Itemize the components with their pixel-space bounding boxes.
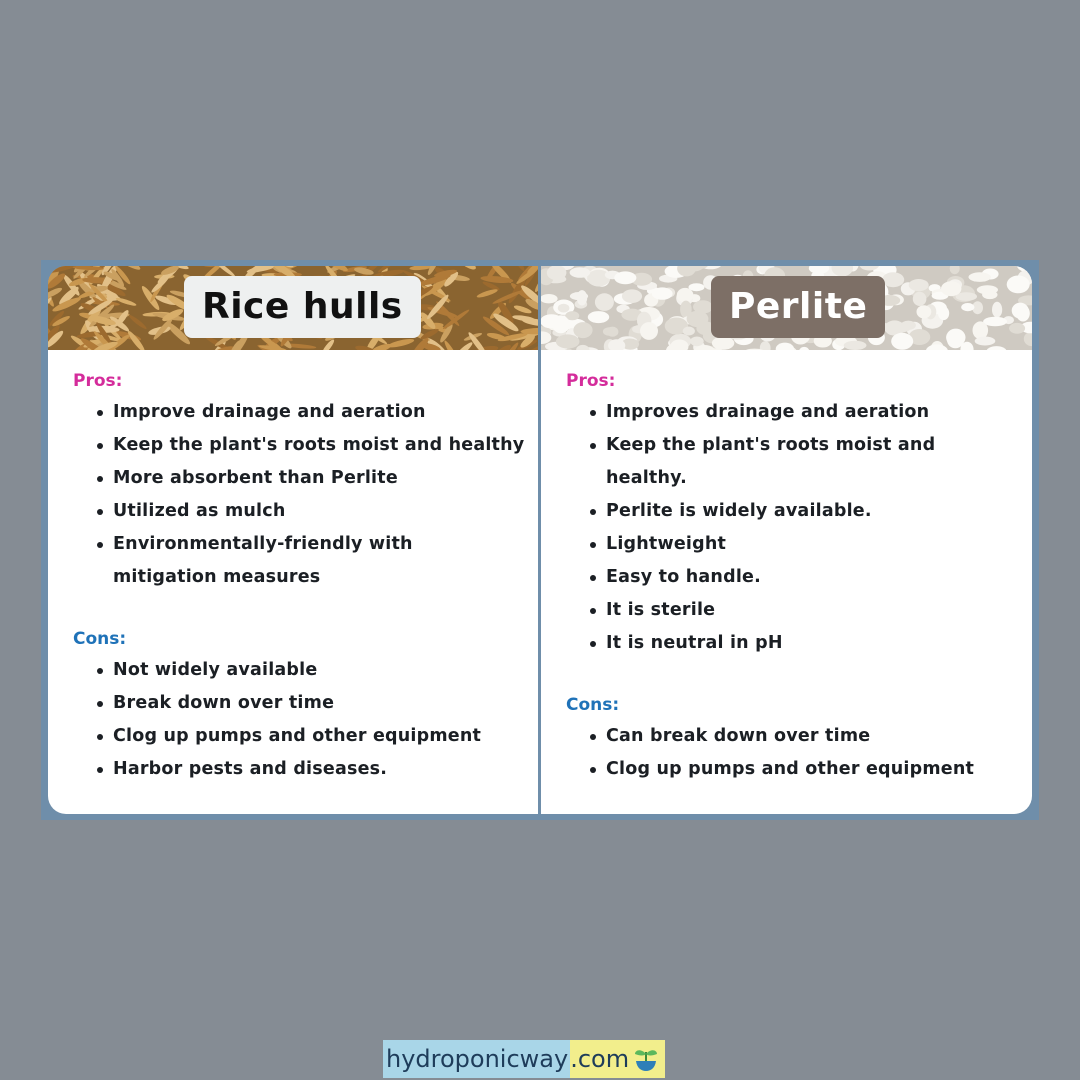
list-item: Environmentally-friendly with mitigation measures	[97, 528, 521, 594]
list-item: It is neutral in pH	[590, 627, 1022, 660]
rice-hulls-banner	[48, 266, 538, 350]
comparison-frame	[41, 260, 1039, 820]
site-tld-box	[570, 1040, 665, 1078]
rice-hulls-content	[73, 366, 528, 786]
rice-hulls-title: Rice hulls	[184, 276, 421, 338]
site-name: hydroponicway	[383, 1040, 570, 1078]
perlite-cons-label: Cons:	[566, 695, 620, 715]
rice-hulls-card	[48, 266, 538, 814]
rice-hulls-cons-label: Cons:	[73, 629, 127, 649]
website-footer	[383, 1040, 665, 1078]
site-tld: .com	[570, 1045, 630, 1073]
list-item: It is sterile	[590, 594, 1022, 627]
list-item: Easy to handle.	[590, 561, 1022, 594]
perlite-content	[566, 366, 1022, 786]
rice-hulls-pros-list	[73, 396, 528, 594]
spacer	[566, 660, 1022, 690]
list-item: Improve drainage and aeration	[97, 396, 528, 429]
perlite-title: Perlite	[711, 276, 885, 338]
list-item: Improves drainage and aeration	[590, 396, 1022, 429]
rice-hulls-cons-list	[73, 654, 528, 786]
perlite-card	[541, 266, 1032, 814]
list-item: Can break down over time	[590, 720, 1022, 753]
list-item: Clog up pumps and other equipment	[590, 753, 1022, 786]
seedling-bowl-icon	[631, 1044, 661, 1074]
list-item: Perlite is widely available.	[590, 495, 1022, 528]
spacer	[73, 594, 528, 624]
perlite-banner	[541, 266, 1032, 350]
list-item: Not widely available	[97, 654, 528, 687]
list-item: Clog up pumps and other equipment	[97, 720, 528, 753]
list-item: Break down over time	[97, 687, 528, 720]
list-item: More absorbent than Perlite	[97, 462, 528, 495]
list-item: Utilized as mulch	[97, 495, 528, 528]
list-item: Keep the plant's roots moist and healthy.	[590, 429, 1022, 495]
list-item: Harbor pests and diseases.	[97, 753, 528, 786]
rice-hulls-pros-label: Pros:	[73, 371, 123, 391]
list-item: Lightweight	[590, 528, 1022, 561]
perlite-pros-list	[566, 396, 1022, 660]
list-item: Keep the plant's roots moist and healthy	[97, 429, 528, 462]
perlite-cons-list	[566, 720, 1022, 786]
perlite-pros-label: Pros:	[566, 371, 616, 391]
